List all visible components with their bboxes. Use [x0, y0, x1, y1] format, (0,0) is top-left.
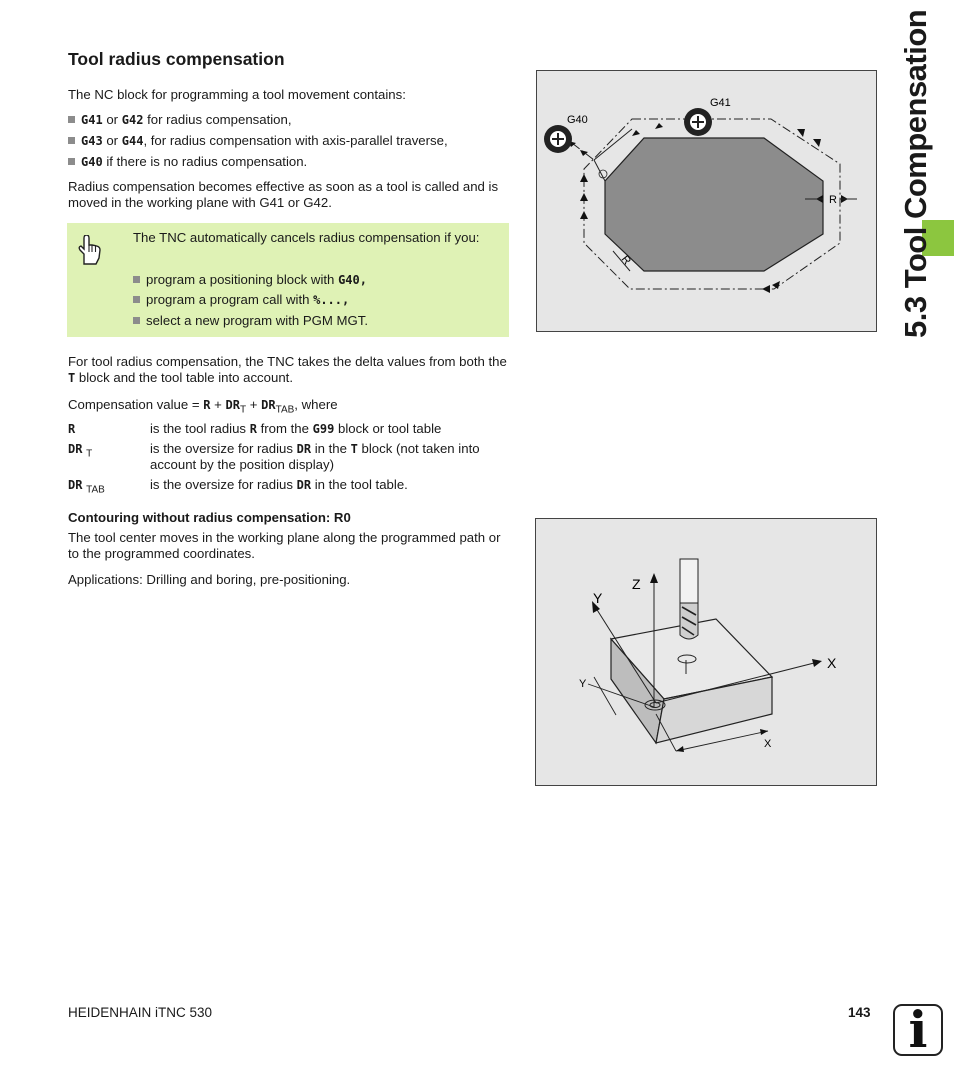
- r0-paragraph: The tool center moves in the working plane along the programmed path or to the programmed coordinates.: [68, 530, 501, 561]
- page-number: 143: [848, 1005, 871, 1020]
- side-title: 5.3 Tool Compensation: [898, 9, 933, 338]
- footer-product: HEIDENHAIN iTNC 530: [68, 1005, 213, 1020]
- def-key: R: [68, 422, 76, 436]
- bullet-g40: G40 if there is no radius compensation.: [68, 154, 307, 170]
- def-key: DR $_T$: [68, 442, 93, 460]
- label-r: R: [829, 194, 837, 206]
- octagon-diagram: [537, 71, 876, 331]
- note-item: select a new program with PGM MGT.: [133, 313, 493, 329]
- bullet-square-icon: [68, 116, 75, 123]
- label-z: Z: [632, 576, 641, 592]
- bullet-g43: G43 or G44, for radius compensation with axis-parallel traverse,: [68, 133, 448, 149]
- label-y-small: Y: [579, 678, 587, 690]
- effective-paragraph: Radius compensation becomes effective as soon as a tool is called and is moved in the working plane with G41 or G42.: [68, 179, 499, 210]
- note-box: [67, 223, 509, 337]
- delta-paragraph: For tool radius compensation, the TNC takes the delta values from both the T block and the tool table into account.: [68, 354, 507, 385]
- label-r-diagonal: R: [618, 253, 633, 268]
- note-item: program a program call with %...,: [133, 292, 493, 308]
- def-value: is the tool radius R from the G99 block or tool table: [150, 421, 442, 436]
- def-value: is the oversize for radius DR in the T block (not taken into account by the position display): [150, 441, 480, 472]
- label-x: X: [827, 655, 837, 671]
- sub-heading: Contouring without radius compensation: R0: [68, 510, 351, 525]
- figure-contouring-r0: [535, 518, 877, 786]
- bullet-square-icon: [68, 137, 75, 144]
- section-heading: Tool radius compensation: [68, 49, 285, 69]
- cutter-g40-icon: [544, 125, 572, 153]
- note-item: program a positioning block with G40,: [133, 272, 493, 288]
- label-x-small: X: [764, 738, 772, 750]
- note-text: The TNC automatically cancels radius compensation if you:: [133, 230, 480, 245]
- label-g40: G40: [567, 114, 588, 126]
- def-key: DR $_{TAB}$: [68, 478, 105, 496]
- bullet-square-icon: [68, 158, 75, 165]
- label-y: Y: [593, 590, 603, 606]
- cutter-g41-icon: [684, 108, 712, 136]
- applications-text: Applications: Drilling and boring, pre-positioning.: [68, 572, 351, 587]
- end-mill-icon: [680, 559, 698, 639]
- intro-text: The NC block for programming a tool movement contains:: [68, 87, 406, 102]
- def-value: is the oversize for radius DR in the tool table.: [150, 477, 408, 492]
- info-icon: i: [893, 1004, 943, 1056]
- compensation-formula: Compensation value = $R + DR_T + DR_{TAB}$, where: [68, 397, 338, 416]
- pointing-hand-icon: [77, 235, 101, 265]
- bullet-g41: G41 or G42 for radius compensation,: [68, 112, 292, 128]
- figure-radius-compensation: [536, 70, 877, 332]
- block-diagram: [536, 519, 876, 785]
- label-g41: G41: [710, 97, 731, 109]
